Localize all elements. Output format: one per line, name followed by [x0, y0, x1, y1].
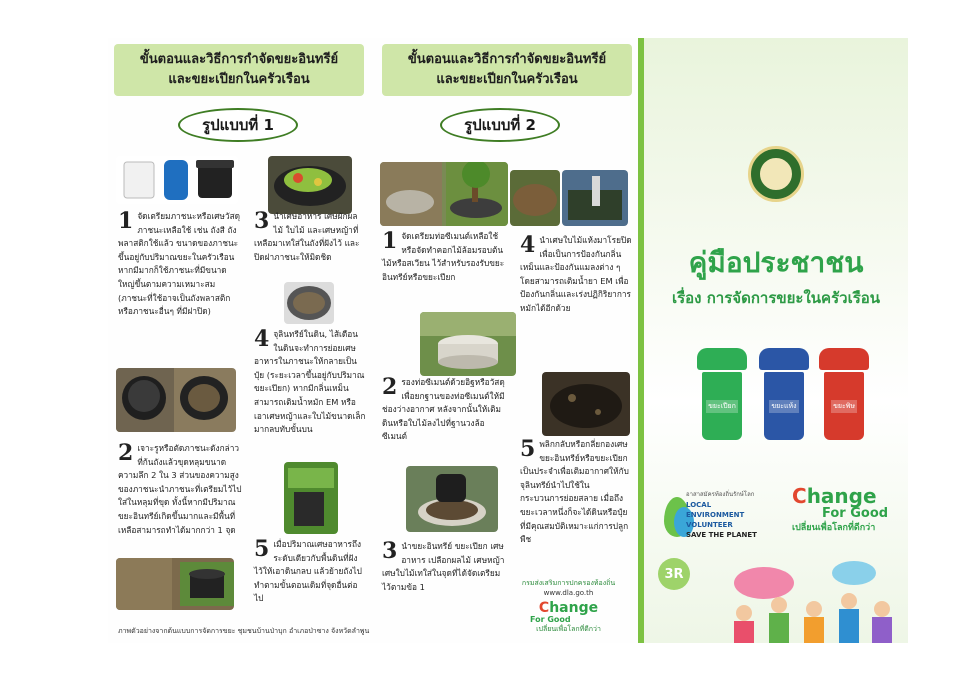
step-number: 1 [118, 208, 134, 234]
step-text: จัดเตรียมภาชนะหรือเศษวัสดุภาชนะเหลือใช้ เช่น ถังสี ถังพลาสติกใช้แล้ว ขนาดของภาชนะขึ้นอยู่กับปริมาณขยะในครัวเรือน หากมีมากก็ใช้ภาชนะที่มีขนาดใหญ่ขึ้นตามความเหมาะสม (ภาชนะที่ใช้อาจเป็นถังพลาสติกหรือภาชนะอื่นๆ ที่มีฝาปิด) [118, 211, 241, 317]
photo-food-scraps [268, 156, 352, 214]
photo-compost-site [116, 558, 234, 610]
website-url: www.dla.go.th [543, 589, 594, 597]
step-3 [382, 540, 506, 594]
step-text: รองท่อซีเมนต์ด้วยอิฐหรือวัสดุเพื่อยกฐานของท่อซีเมนต์ให้มีช่องว่างอากาศ หลังจากนั้นให้เติมดินหรือใบไม้ลงไปที่ฐานวงล้อซีเมนต์ [382, 377, 505, 442]
department-seal [748, 146, 804, 202]
bin-label: ขยะเปียก [706, 400, 738, 413]
photo-credit: ภาพตัวอย่างจากต้นแบบการจัดการขยะ ชุมชนบ้านป่าบุก อำเภอป่าซาง จังหวัดลำพูน [118, 627, 370, 635]
step-text: นำขยะอินทรีย์ ขยะเปียก เศษอาหาร เปลือกผลไม้ เศษหญ้า เศษใบไม้เทใส่ในจุดที่ได้จัดเตรียมไว้ตามข้อ 1 [382, 541, 505, 592]
panel2-footer [506, 578, 631, 635]
brochure-sheet [108, 38, 908, 643]
step-number: 3 [254, 208, 270, 234]
cover-title: คู่มือประชาชน [688, 246, 864, 279]
cover-subtitle: เรื่อง การจัดการขยะในครัวเรือน [671, 289, 881, 307]
bin-label: ขยะแห้ง [769, 400, 798, 413]
step-3 [254, 210, 366, 264]
step-number: 5 [254, 536, 270, 562]
photo-pouring-waste [406, 466, 498, 532]
step-1 [118, 210, 242, 319]
panel1-banner [114, 44, 364, 96]
department-name: กรมส่งเสริมการปกครองท้องถิ่น [521, 579, 616, 587]
step-number: 1 [382, 228, 398, 254]
photo-cement-pipe [420, 312, 516, 376]
step-text: เมื่อปริมาณเศษอาหารถึงระดับเดียวกับพื้นดินที่ฝังไว้ให้เอาดินกลบ แล้วย้ายถังไปทำตามขั้นตอนเดิมที่จุดอื่นต่อไป [254, 539, 362, 604]
panel-format-2 [376, 38, 638, 643]
step-number: 4 [520, 232, 536, 258]
panel-format-1 [108, 38, 374, 643]
step-2 [382, 376, 506, 444]
step-5 [254, 538, 366, 606]
step-text: พลิกกลับหรือกลี่ยกองเศษขยะอินทรีย์หรือขยะเปียกเป็นประจำเพื่อเติมอากาศให้กับจุลินทรีย์นำไปใช้ในกระบวนการย่อยสลาย เมื่อถึงขยะเวลาหนึ่งก็จะได้ดินหรือปุ๋ยที่มีคุณสมบัติเหมาะแก่การปลูกพืช [520, 439, 629, 545]
photo-waste-in-bin [284, 282, 334, 324]
banner-line1: ขั้นตอนและวิธีการกำจัดขยะอินทรีย์ [407, 52, 607, 67]
step-text: นำเศษใบไม้แห้งมาโรยปิด เพื่อเป็นการป้องกันกลิ่นเหม็นและป้องกันแมลงต่าง ๆ โดยสามารถเติมน้ำยา EM เพื่อป้องกันกลิ่นและเร่งปฏิกิริยาการหมักได้อีกด้วย [520, 235, 632, 313]
panel2-banner [382, 44, 632, 96]
step-number: 5 [520, 436, 536, 462]
step-number: 4 [254, 326, 270, 352]
change-for-good-cover-logo: Change For Good เปลี่ยนเพื่อโลกที่ดีกว่า [792, 484, 889, 533]
step-4 [254, 328, 366, 437]
bin-toxic [822, 348, 866, 440]
people-illustration [704, 543, 914, 643]
cover-panel [638, 38, 908, 643]
step-number: 3 [382, 538, 398, 564]
photo-cement-ring [380, 162, 508, 226]
format-label: รูปแบบที่ 1 [178, 108, 298, 142]
photo-leaf-pile [510, 170, 560, 226]
photo-containers [116, 156, 238, 204]
step-number: 2 [382, 374, 398, 400]
badge-3r: 3R [658, 558, 690, 590]
banner-line2: และขยะเปียกในครัวเรือน [436, 72, 578, 87]
logo-for-good: For Good [530, 615, 571, 624]
step-4 [520, 234, 632, 316]
step-text: จัดเตรียมท่อซีเมนต์เหลือใช้หรือจัดทำคอกไม้ล้อมรอบต้นไม้หรือสเวียน ไว้สำหรับรองรับขยะอินทรีย์หรือขยะเปียก [382, 231, 505, 282]
step-2 [118, 442, 242, 537]
bin-label: ขยะพิษ [831, 400, 857, 413]
photo-turning-compost [562, 170, 628, 226]
step-text: จุลินทรีย์ในดิน, ไส้เดือนในดินจะทำการย่อยเศษอาหารในภาชนะให้กลายเป็นปุ๋ย (ระยะเวลาขึ้นอยู่กับปริมาณขยะเปียก) หากมีกลิ่นเหม็นสามารถเติมน้ำหมัก EM หรือเอาเศษหญ้าและใบไม้ขนาดเล็กมากลบทับขั้นบน [254, 329, 366, 435]
step-text: นำเศษอาหาร เศษผักผลไม้ ใบไม้ และเศษหญ้าที่เหลือมาเทใส่ในถังที่ฝังไว้ และปิดฝาภาชนะให้มิดชิด [254, 211, 360, 262]
photo-buried-bins [116, 368, 236, 432]
step-text: เจาะรูหรือตัดภาชนะดังกล่าวที่ก้นถังแล้วขุดหลุมขนาดความลึก 2 ใน 3 ส่วนของความสูงของภาชนะนำภาชนะที่เตรียมไว้ไปใส่ในหลุมที่ขุด ทั้งนี้หากมีปริมาณขยะอินทรีย์เกิดขึ้นมากและมีพื้นที่เหลือสามารถทำได้มากกว่า 1 จุด [118, 443, 242, 535]
banner-line2: และขยะเปียกในครัวเรือน [168, 72, 310, 87]
step-5 [520, 438, 632, 547]
bin-dry [762, 348, 806, 440]
lev-logo-text: อาสาสมัครท้องถิ่นรักษ์โลก LOCAL ENVIRONMENT VOLUNTEER SAVE THE PLANET [686, 491, 757, 539]
photo-compost-soil [542, 372, 630, 436]
change-for-good-logo: Change [538, 600, 599, 616]
bin-wet [700, 348, 744, 440]
format-label: รูปแบบที่ 2 [440, 108, 560, 142]
banner-line1: ขั้นตอนและวิธีการกำจัดขยะอินทรีย์ [139, 52, 339, 67]
logo-tagline: เปลี่ยนเพื่อโลกที่ดีกว่า [536, 625, 601, 633]
photo-bin-in-garden [284, 462, 338, 534]
step-number: 2 [118, 440, 134, 466]
step-1 [382, 230, 506, 284]
